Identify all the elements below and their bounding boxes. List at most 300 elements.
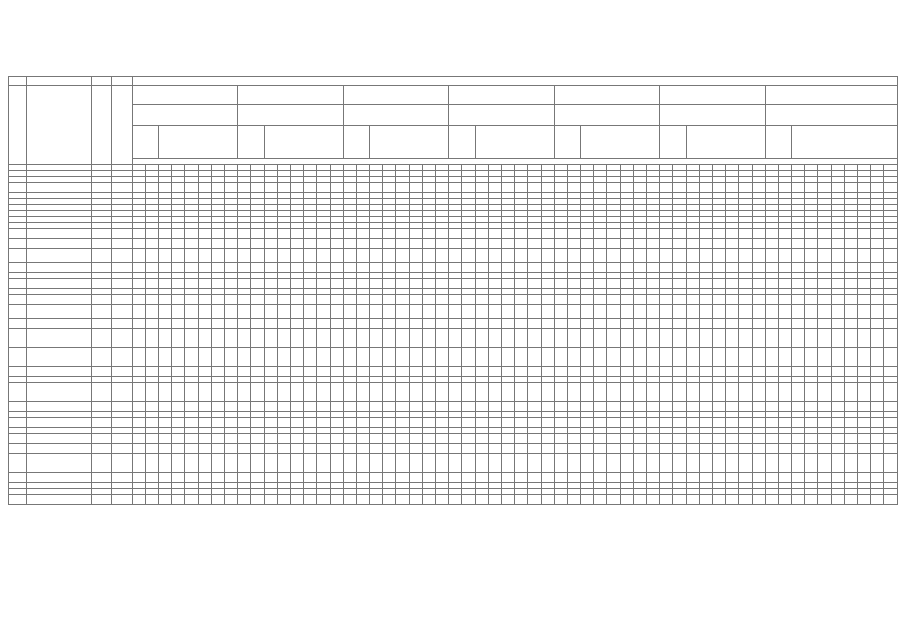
table-cell	[699, 279, 712, 289]
table-cell	[277, 418, 290, 428]
table-cell	[356, 434, 369, 444]
table-cell	[528, 279, 541, 289]
table-cell	[383, 183, 396, 193]
table-cell	[699, 434, 712, 444]
table-cell	[172, 402, 185, 412]
table-cell	[159, 319, 172, 329]
table-cell	[277, 473, 290, 483]
table-cell	[844, 329, 857, 348]
table-cell	[317, 183, 330, 193]
table-cell	[449, 444, 462, 454]
table-cell	[436, 279, 449, 289]
table-cell	[475, 319, 488, 329]
table-cell	[620, 348, 633, 367]
table-cell	[871, 454, 884, 473]
table-cell	[686, 183, 699, 193]
table-row	[9, 239, 898, 249]
table-cell	[132, 305, 145, 319]
table-cell	[739, 239, 752, 249]
table-row	[9, 348, 898, 367]
table-cell	[475, 402, 488, 412]
table-cell	[778, 383, 791, 402]
table-cell	[607, 434, 620, 444]
table-cell	[647, 329, 660, 348]
table-cell	[620, 383, 633, 402]
table-cell	[739, 444, 752, 454]
table-cell	[304, 305, 317, 319]
table-cell	[581, 418, 594, 428]
table-cell	[396, 367, 409, 377]
table-cell	[422, 383, 435, 402]
table-cell	[198, 295, 211, 305]
table-cell	[159, 495, 172, 505]
table-cell	[409, 402, 422, 412]
table-cell	[449, 402, 462, 412]
table-cell	[159, 329, 172, 348]
table-cell	[699, 319, 712, 329]
table-cell	[818, 329, 831, 348]
table-cell	[356, 229, 369, 239]
table-cell	[858, 454, 871, 473]
table-cell	[145, 329, 158, 348]
table-cell	[185, 444, 198, 454]
table-cell	[488, 183, 501, 193]
table-cell	[449, 249, 462, 263]
table-cell	[501, 367, 514, 377]
table-cell	[198, 239, 211, 249]
table-cell	[304, 239, 317, 249]
table-cell	[633, 473, 646, 483]
table-cell	[211, 348, 224, 367]
table-cell	[818, 473, 831, 483]
table-cell	[317, 367, 330, 377]
table-cell	[225, 383, 238, 402]
table-cell	[792, 444, 805, 454]
table-cell	[633, 444, 646, 454]
table-cell	[449, 239, 462, 249]
table-cell	[844, 305, 857, 319]
table-cell	[436, 383, 449, 402]
table-cell	[172, 319, 185, 329]
table-cell	[462, 473, 475, 483]
table-cell	[515, 473, 528, 483]
table-cell	[225, 239, 238, 249]
table-cell	[370, 249, 383, 263]
table-cell	[277, 295, 290, 305]
table-cell	[185, 183, 198, 193]
table-cell	[475, 367, 488, 377]
table-cell	[699, 329, 712, 348]
table-cell	[159, 444, 172, 454]
table-row	[9, 319, 898, 329]
table-cell	[712, 319, 725, 329]
table-cell	[132, 329, 145, 348]
table-cell	[198, 402, 211, 412]
table-cell	[660, 229, 673, 239]
table-cell	[594, 348, 607, 367]
table-cell	[343, 367, 356, 377]
table-cell	[225, 454, 238, 473]
table-cell	[330, 434, 343, 444]
table-cell	[9, 473, 27, 483]
table-cell	[633, 495, 646, 505]
table-cell	[343, 444, 356, 454]
table-cell	[145, 434, 158, 444]
table-row	[9, 279, 898, 289]
table-cell	[752, 495, 765, 505]
table-cell	[112, 183, 132, 193]
table-cell	[488, 279, 501, 289]
table-cell	[594, 329, 607, 348]
table-cell	[567, 279, 580, 289]
table-cell	[765, 183, 778, 193]
table-cell	[396, 444, 409, 454]
table-cell	[92, 319, 112, 329]
table-cell	[712, 402, 725, 412]
table-cell	[858, 319, 871, 329]
table-cell	[726, 434, 739, 444]
table-cell	[831, 249, 844, 263]
table-cell	[112, 418, 132, 428]
table-cell	[554, 239, 567, 249]
table-cell	[541, 249, 554, 263]
table-cell	[145, 454, 158, 473]
table-cell	[132, 348, 145, 367]
table-row	[9, 249, 898, 263]
table-cell	[343, 329, 356, 348]
header-cell	[370, 126, 449, 159]
table-cell	[462, 418, 475, 428]
table-cell	[818, 454, 831, 473]
table-cell	[383, 383, 396, 402]
table-cell	[554, 183, 567, 193]
table-cell	[541, 183, 554, 193]
table-cell	[9, 295, 27, 305]
table-cell	[594, 249, 607, 263]
table-cell	[871, 319, 884, 329]
table-cell	[436, 229, 449, 239]
table-cell	[317, 383, 330, 402]
table-cell	[449, 495, 462, 505]
table-cell	[726, 348, 739, 367]
table-cell	[778, 454, 791, 473]
table-cell	[884, 418, 898, 428]
table-cell	[712, 418, 725, 428]
table-cell	[185, 249, 198, 263]
table-cell	[818, 279, 831, 289]
table-cell	[112, 473, 132, 483]
header-cell	[112, 77, 132, 86]
header-cell	[92, 77, 112, 86]
table-cell	[264, 183, 277, 193]
table-cell	[264, 305, 277, 319]
table-cell	[686, 305, 699, 319]
table-cell	[871, 383, 884, 402]
table-cell	[436, 402, 449, 412]
table-cell	[145, 279, 158, 289]
table-cell	[726, 279, 739, 289]
table-cell	[462, 295, 475, 305]
table-cell	[805, 239, 818, 249]
row-name-cell	[27, 454, 92, 473]
table-cell	[343, 249, 356, 263]
table-cell	[752, 418, 765, 428]
table-cell	[277, 444, 290, 454]
table-cell	[831, 295, 844, 305]
table-cell	[831, 305, 844, 319]
table-cell	[712, 329, 725, 348]
table-cell	[343, 383, 356, 402]
table-cell	[449, 434, 462, 444]
table-cell	[488, 229, 501, 239]
table-cell	[475, 239, 488, 249]
table-cell	[211, 305, 224, 319]
table-cell	[409, 183, 422, 193]
table-cell	[238, 348, 251, 367]
table-cell	[343, 473, 356, 483]
table-cell	[818, 444, 831, 454]
table-cell	[884, 329, 898, 348]
table-cell	[778, 473, 791, 483]
table-cell	[112, 348, 132, 367]
table-cell	[370, 402, 383, 412]
table-cell	[501, 454, 514, 473]
table-cell	[488, 495, 501, 505]
table-cell	[739, 263, 752, 273]
table-cell	[112, 279, 132, 289]
table-cell	[238, 263, 251, 273]
table-cell	[871, 434, 884, 444]
table-cell	[528, 434, 541, 444]
table-cell	[699, 495, 712, 505]
table-cell	[528, 319, 541, 329]
table-cell	[475, 183, 488, 193]
table-cell	[633, 367, 646, 377]
table-cell	[501, 183, 514, 193]
table-cell	[211, 454, 224, 473]
table-cell	[501, 434, 514, 444]
header-cell	[660, 126, 686, 159]
table-cell	[9, 348, 27, 367]
table-cell	[699, 473, 712, 483]
table-cell	[515, 418, 528, 428]
table-cell	[673, 239, 686, 249]
table-row	[9, 263, 898, 273]
table-cell	[475, 473, 488, 483]
table-cell	[765, 329, 778, 348]
table-cell	[251, 249, 264, 263]
table-cell	[607, 495, 620, 505]
table-cell	[112, 305, 132, 319]
table-cell	[739, 402, 752, 412]
table-cell	[145, 418, 158, 428]
row-name-cell	[27, 239, 92, 249]
table-cell	[422, 402, 435, 412]
table-cell	[290, 473, 303, 483]
table-cell	[92, 367, 112, 377]
table-cell	[541, 305, 554, 319]
table-cell	[686, 402, 699, 412]
table-cell	[792, 263, 805, 273]
table-cell	[778, 418, 791, 428]
table-cell	[112, 319, 132, 329]
table-cell	[871, 279, 884, 289]
table-cell	[330, 473, 343, 483]
header-cell	[132, 126, 158, 159]
table-cell	[383, 418, 396, 428]
table-cell	[198, 495, 211, 505]
table-cell	[172, 473, 185, 483]
table-cell	[515, 295, 528, 305]
table-cell	[172, 263, 185, 273]
table-cell	[805, 367, 818, 377]
table-cell	[159, 305, 172, 319]
table-cell	[581, 383, 594, 402]
table-cell	[383, 367, 396, 377]
table-cell	[9, 305, 27, 319]
table-cell	[660, 239, 673, 249]
table-cell	[818, 434, 831, 444]
table-cell	[436, 444, 449, 454]
table-cell	[765, 383, 778, 402]
table-cell	[172, 383, 185, 402]
table-cell	[488, 454, 501, 473]
table-cell	[726, 229, 739, 239]
table-cell	[673, 329, 686, 348]
row-name-cell	[27, 319, 92, 329]
table-cell	[9, 444, 27, 454]
table-cell	[752, 329, 765, 348]
table-cell	[317, 402, 330, 412]
table-cell	[871, 495, 884, 505]
table-cell	[805, 434, 818, 444]
table-cell	[528, 454, 541, 473]
table-cell	[290, 348, 303, 367]
table-cell	[449, 279, 462, 289]
table-cell	[871, 295, 884, 305]
table-cell	[238, 473, 251, 483]
table-cell	[844, 383, 857, 402]
table-cell	[528, 295, 541, 305]
table-cell	[356, 367, 369, 377]
table-cell	[858, 418, 871, 428]
table-cell	[673, 418, 686, 428]
table-cell	[304, 383, 317, 402]
table-cell	[264, 329, 277, 348]
table-cell	[409, 305, 422, 319]
table-cell	[554, 229, 567, 239]
table-cell	[712, 295, 725, 305]
table-cell	[290, 495, 303, 505]
table-cell	[112, 229, 132, 239]
table-cell	[9, 418, 27, 428]
table-cell	[409, 495, 422, 505]
header-cell	[554, 86, 660, 105]
table-cell	[726, 402, 739, 412]
table-cell	[225, 249, 238, 263]
table-cell	[225, 229, 238, 239]
table-cell	[370, 305, 383, 319]
table-cell	[871, 263, 884, 273]
table-cell	[805, 295, 818, 305]
table-cell	[673, 305, 686, 319]
table-cell	[185, 229, 198, 239]
table-cell	[238, 367, 251, 377]
table-cell	[290, 434, 303, 444]
table-cell	[541, 329, 554, 348]
table-cell	[594, 229, 607, 239]
table-cell	[844, 319, 857, 329]
table-cell	[92, 383, 112, 402]
table-cell	[528, 418, 541, 428]
table-cell	[475, 348, 488, 367]
table-cell	[792, 305, 805, 319]
table-cell	[277, 329, 290, 348]
table-cell	[343, 402, 356, 412]
table-cell	[159, 418, 172, 428]
table-cell	[567, 305, 580, 319]
table-cell	[818, 348, 831, 367]
table-cell	[607, 348, 620, 367]
table-cell	[277, 348, 290, 367]
table-cell	[145, 295, 158, 305]
table-cell	[726, 305, 739, 319]
table-cell	[211, 473, 224, 483]
row-name-cell	[27, 279, 92, 289]
table-cell	[884, 319, 898, 329]
table-cell	[92, 229, 112, 239]
table-cell	[844, 367, 857, 377]
table-cell	[396, 348, 409, 367]
table-cell	[409, 367, 422, 377]
table-cell	[370, 444, 383, 454]
header-cell	[159, 126, 238, 159]
table-row	[9, 383, 898, 402]
table-cell	[370, 418, 383, 428]
table-cell	[554, 249, 567, 263]
table-cell	[317, 444, 330, 454]
table-cell	[356, 305, 369, 319]
table-cell	[304, 418, 317, 428]
table-cell	[541, 229, 554, 239]
table-cell	[673, 473, 686, 483]
table-cell	[185, 434, 198, 444]
row-name-cell	[27, 444, 92, 454]
table-cell	[620, 454, 633, 473]
table-cell	[172, 239, 185, 249]
table-cell	[475, 295, 488, 305]
table-cell	[594, 295, 607, 305]
table-cell	[805, 454, 818, 473]
table-cell	[449, 229, 462, 239]
table-cell	[778, 295, 791, 305]
table-cell	[475, 229, 488, 239]
table-cell	[712, 495, 725, 505]
table-cell	[501, 229, 514, 239]
table-cell	[370, 434, 383, 444]
table-cell	[647, 348, 660, 367]
table-cell	[726, 367, 739, 377]
table-cell	[752, 249, 765, 263]
table-cell	[225, 367, 238, 377]
table-cell	[370, 319, 383, 329]
table-cell	[739, 329, 752, 348]
table-cell	[765, 473, 778, 483]
table-cell	[185, 348, 198, 367]
table-cell	[317, 473, 330, 483]
table-cell	[422, 495, 435, 505]
table-cell	[884, 444, 898, 454]
